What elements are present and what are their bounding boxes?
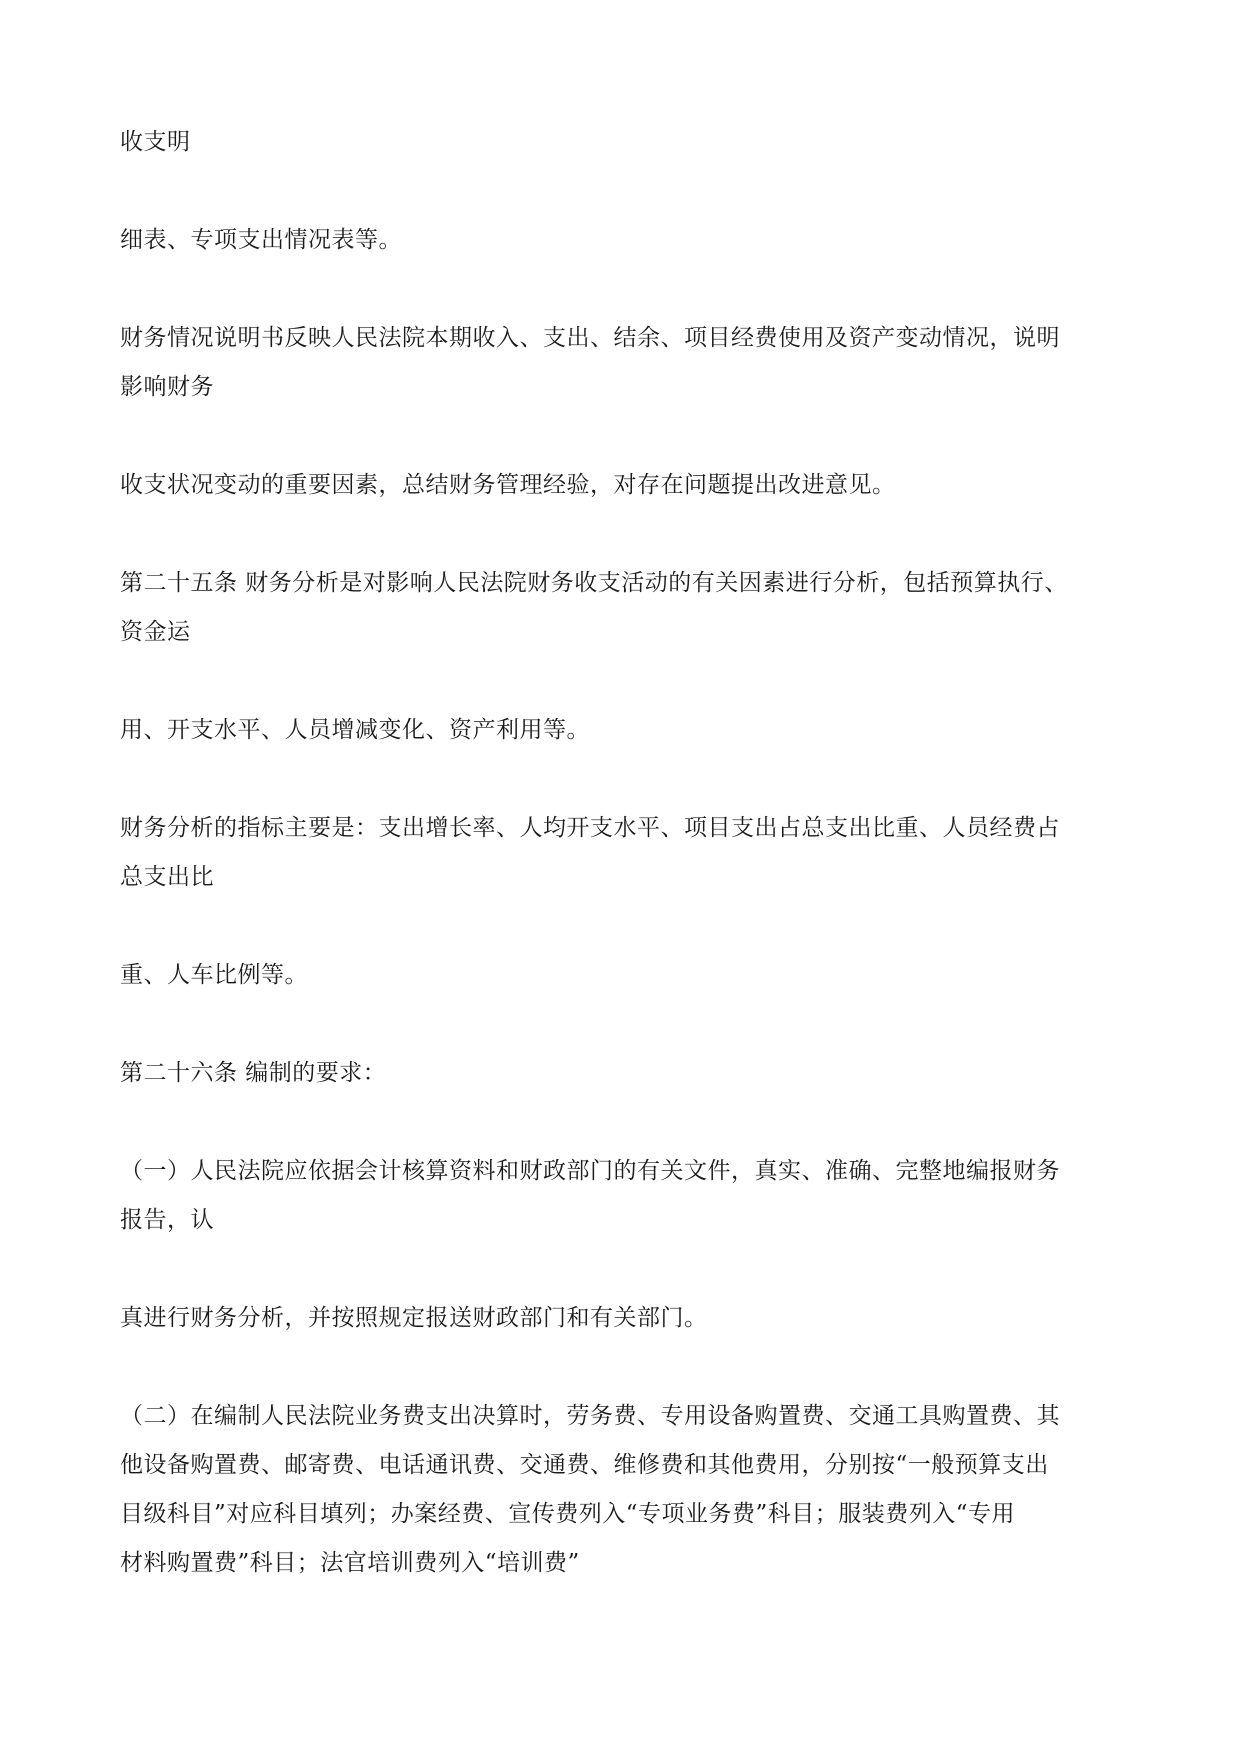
article-25-paragraph [120,559,1130,657]
text-line: 第二十六条 编制的要求： [120,1060,387,1086]
text-line: 财务分析的指标主要是：支出增长率、人均开支水平、项目支出占总支出比重、人员经费占 [120,815,1060,841]
paragraph [120,118,1130,167]
text-line: 他设备购置费、邮寄费、电话通讯费、交通费、维修费和其他费用，分别按“一般预算支出 [120,1452,1049,1478]
text-line: 资金运 [120,619,191,645]
article-26-heading [120,1049,1130,1098]
text-line: 真进行财务分析，并按照规定报送财政部门和有关部门。 [120,1305,708,1331]
paragraph [120,951,1130,1000]
text-line: 细表、专项支出情况表等。 [120,227,402,253]
paragraph [120,216,1130,265]
text-line: 材料购置费”科目；法官培训费列入“培训费” [120,1550,580,1576]
paragraph [120,804,1130,902]
text-line: 财务情况说明书反映人民法院本期收入、支出、结余、项目经费使用及资产变动情况，说明 [120,325,1060,351]
text-line: 总支出比 [120,864,214,890]
paragraph [120,461,1130,510]
text-line: 目级科目”对应科目填列；办案经费、宣传费列入“专项业务费”科目；服装费列入“专用 [120,1501,1016,1527]
list-item [120,1147,1130,1245]
text-line: 影响财务 [120,374,214,400]
text-line: 重、人车比例等。 [120,962,308,988]
list-item [120,1392,1130,1588]
text-line: 第二十五条 财务分析是对影响人民法院财务收支活动的有关因素进行分析，包括预算执行、 [120,570,1068,596]
text-line: 收支明 [120,129,191,155]
text-line: （二）在编制人民法院业务费支出决算时，劳务费、专用设备购置费、交通工具购置费、其 [120,1403,1060,1429]
text-line: 报告，认 [120,1207,214,1233]
paragraph [120,314,1130,412]
paragraph [120,706,1130,755]
text-line: 收支状况变动的重要因素，总结财务管理经验，对存在问题提出改进意见。 [120,472,896,498]
paragraph [120,1294,1130,1343]
text-line: 用、开支水平、人员增减变化、资产利用等。 [120,717,590,743]
text-line: （一）人民法院应依据会计核算资料和财政部门的有关文件，真实、准确、完整地编报财务 [120,1158,1060,1184]
